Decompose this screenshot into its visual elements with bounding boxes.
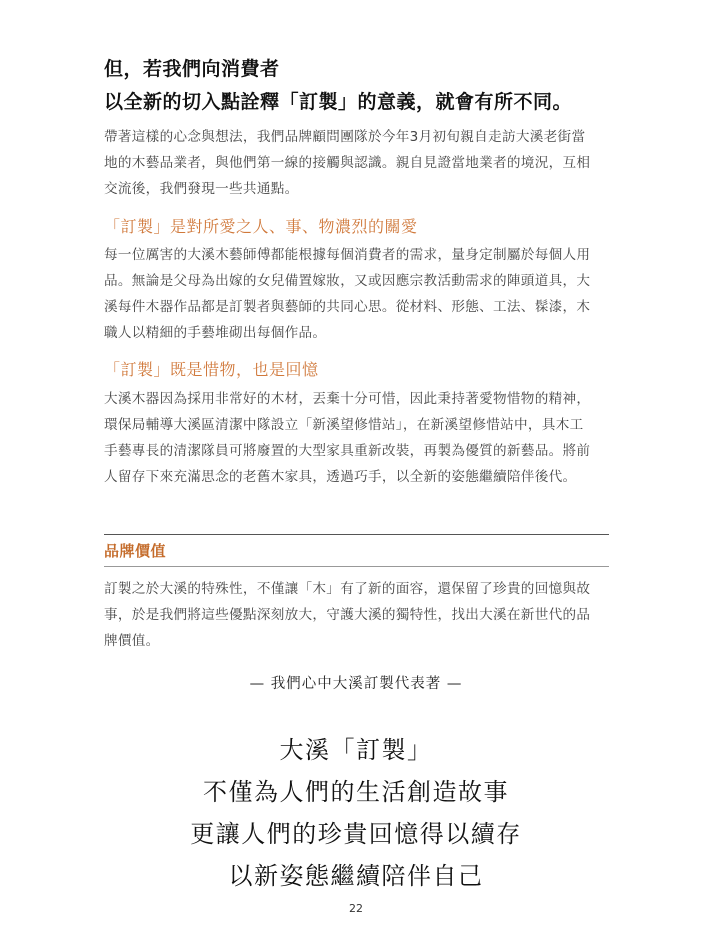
intro-line: 地的木藝品業者，與他們第一線的接觸與認識。親自見證當地業者的境況，互相 xyxy=(104,155,591,171)
section-divider-top xyxy=(104,534,609,535)
intro-paragraph xyxy=(104,124,612,202)
section2-line: 環保局輔導大溪區清潔中隊設立「新溪望修惜站」，在新溪望修惜站中，具木工 xyxy=(104,417,584,433)
slogan-line-3: 更讓人們的珍貴回憶得以續存 xyxy=(190,820,522,848)
section1-line: 職人以精細的手藝堆砌出每個作品。 xyxy=(104,325,327,341)
brand-paragraph xyxy=(104,576,612,654)
section2-line: 大溪木器因為採用非常好的木材，丟棄十分可惜，因此秉持著愛物惜物的精神， xyxy=(104,391,591,407)
brand-section-title: 品牌價值 xyxy=(104,542,167,560)
slogan-line-2: 不僅為人們的生活創造故事 xyxy=(203,778,509,806)
section1-title: 「訂製」是對所愛之人、事、物濃烈的關愛 xyxy=(104,217,418,236)
section2-line: 人留存下來充滿思念的老舊木家具，透過巧手，以全新的姿態繼續陪伴後代。 xyxy=(104,469,577,485)
section2-paragraph xyxy=(104,386,612,490)
section1-line: 溪每件木器作品都是訂製者與藝師的共同心思。從材料、形態、工法、髹漆，木 xyxy=(104,299,591,315)
section2-line: 手藝專長的清潔隊員可將廢置的大型家具重新改裝，再製為優質的新藝品。將前 xyxy=(104,443,591,459)
quote-line: — 我們心中大溪訂製代表著 — xyxy=(249,676,463,692)
section2-title: 「訂製」既是惜物，也是回憶 xyxy=(104,360,319,379)
intro-line: 帶著這樣的心念與想法，我們品牌顧問團隊於今年3月初旬親自走訪大溪老街當 xyxy=(104,129,586,145)
section1-paragraph xyxy=(104,242,612,346)
brand-line: 訂製之於大溪的特殊性，不僅讓「木」有了新的面容，還保留了珍貴的回憶與故 xyxy=(104,581,591,597)
section1-line: 品。無論是父母為出嫁的女兒備置嫁妝，又或因應宗教活動需求的陣頭道具，大 xyxy=(104,273,591,289)
heading-line-1: 但，若我們向消費者 xyxy=(104,58,280,80)
section1-line: 每一位厲害的大溪木藝師傅都能根據每個消費者的需求，量身定制屬於每個人用 xyxy=(104,247,591,263)
slogan-line-1: 大溪「訂製」 xyxy=(279,736,433,764)
heading-line-2: 以全新的切入點詮釋「訂製」的意義，就會有所不同。 xyxy=(104,91,573,113)
brand-line: 事，於是我們將這些優點深刻放大，守護大溪的獨特性，找出大溪在新世代的品 xyxy=(104,607,591,623)
intro-line: 交流後，我們發現一些共通點。 xyxy=(104,181,299,197)
page-number: 22 xyxy=(349,902,363,915)
brand-line: 牌價值。 xyxy=(104,633,160,649)
slogan-line-4: 以新姿態繼續陪伴自己 xyxy=(228,862,484,890)
section-divider-bottom xyxy=(104,566,609,567)
